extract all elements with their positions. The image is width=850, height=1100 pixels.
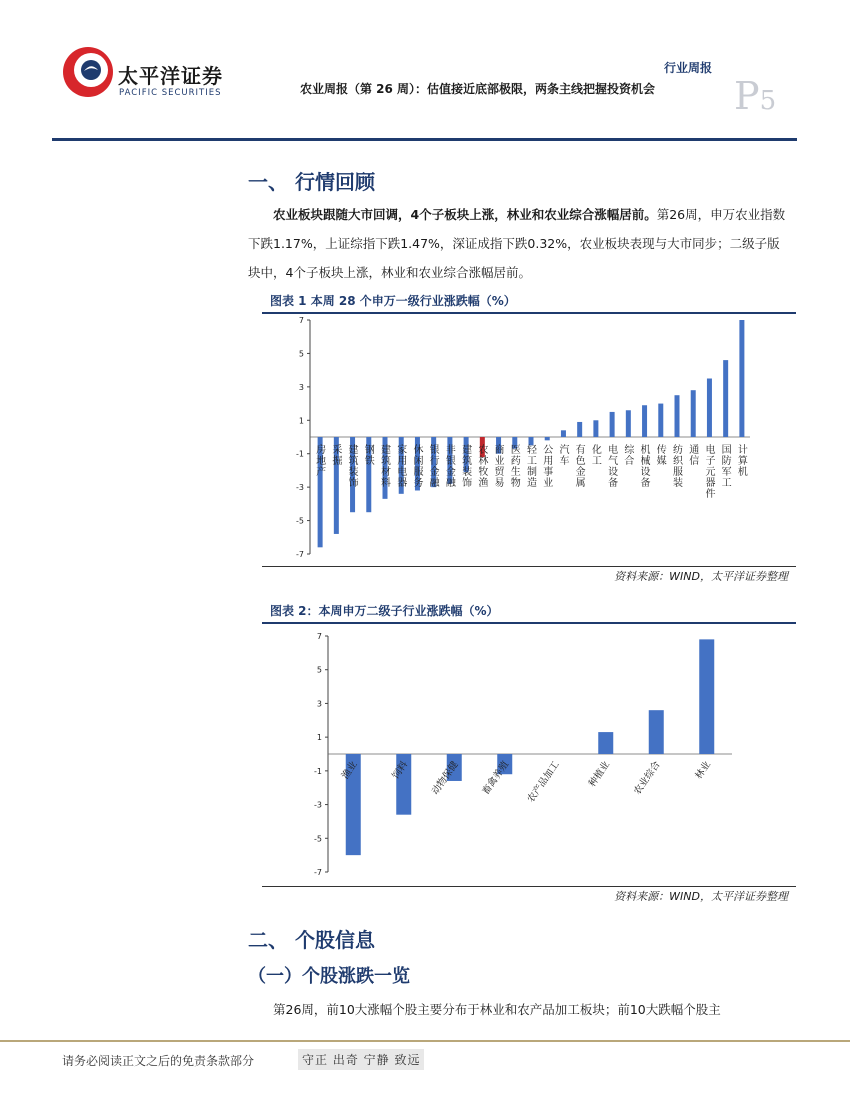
figure1-bar — [593, 420, 598, 437]
figure1-x-tick-label: 有色金属 — [575, 445, 586, 489]
figure1-x-tick-label: 家用电器 — [397, 445, 408, 489]
figure1-x-tick-label: 电气设备 — [608, 445, 619, 489]
figure2-title: 图表 2：本周申万二级子行业涨跌幅（%） — [270, 604, 499, 618]
section-heading-market-review: 一、 行情回顾 — [248, 170, 375, 194]
figure1-y-tick-label: -3 — [296, 483, 304, 493]
brand-name-en: PACIFIC SECURITIES — [119, 88, 222, 98]
report-title: 农业周报（第 26 周）：估值接近底部极限，两条主线把握投资机会 — [300, 82, 656, 96]
figure1-bar — [739, 320, 744, 437]
figure1-bar — [658, 404, 663, 437]
figure1-bar — [642, 405, 647, 437]
figure1-y-tick-label: -7 — [296, 550, 304, 559]
figure2-chart — [262, 624, 796, 886]
figure1-x-tick-label: 银行金融 — [429, 445, 440, 489]
figure1-y-tick-label: -5 — [296, 516, 304, 526]
figure1-bar — [545, 437, 550, 440]
figure1-bottom-rule — [262, 566, 796, 567]
figure1-x-tick-label: 国防军工 — [721, 445, 732, 489]
figure2-x-tick-label: 动物保健 — [429, 759, 461, 797]
figure1-chart — [262, 314, 796, 566]
figure2-y-tick-label: -1 — [314, 766, 322, 776]
figure1-bar — [723, 360, 728, 437]
figure1-x-tick-label: 轻工制造 — [527, 445, 537, 489]
figure2-x-tick-label: 畜禽养殖 — [480, 759, 512, 797]
paragraph-lead: 农业板块跟随大市回调，4个子板块上涨，林业和农业综合涨幅居前。 — [273, 207, 657, 222]
figure1-y-tick-label: 7 — [298, 316, 304, 325]
paragraph-body: 第26周，申万农业指数下跌1.17%，上证综指下跌1.47%，深证成指下跌0.32%，农业板块表现与大市同步；二级子版块中，4个子板块上涨，林业和农业综合涨幅居前。 — [248, 207, 786, 280]
figure2-y-tick-label: 3 — [316, 699, 322, 709]
brand-name-cn: 太平洋证券 — [118, 64, 223, 88]
figure1-bar — [626, 410, 631, 437]
figure2-y-tick-label: 1 — [316, 733, 322, 743]
footer-motto: 守正 出奇 宁静 致远 — [298, 1049, 424, 1070]
figure1-x-tick-label: 传媒 — [656, 445, 667, 467]
figure1-x-tick-label: 建筑装饰 — [462, 445, 473, 489]
figure2-x-tick-label: 饲料 — [390, 759, 411, 782]
stock-movers-paragraph: 第26周，前10大涨幅个股主要分布于林业和农产品加工板块；前10大跌幅个股主 — [273, 1002, 721, 1017]
figure1-title: 图表 1 本周 28 个申万一级行业涨跌幅（%） — [270, 294, 516, 308]
figure1-x-tick-label: 化工 — [591, 445, 602, 467]
figure1-x-tick-label: 综合 — [624, 445, 635, 467]
figure1-x-tick-label: 非银金融 — [445, 445, 456, 489]
figure1-x-tick-label: 钢铁 — [364, 445, 375, 467]
figure1-bar — [561, 430, 566, 437]
figure2-y-tick-label: -3 — [314, 800, 322, 810]
figure1-x-tick-label: 医药生物 — [510, 445, 521, 489]
footer-disclaimer: 请务必阅读正文之后的免责条款部分 — [62, 1054, 255, 1068]
figure2-y-tick-label: 7 — [316, 632, 322, 641]
figure1-source: 资料来源：WIND，太平洋证券整理 — [614, 570, 788, 583]
header-divider — [52, 138, 797, 141]
figure1-x-tick-label: 公用事业 — [543, 445, 554, 489]
figure1-x-tick-label: 计算机 — [737, 445, 748, 478]
figure1-x-tick-label: 休闲服务 — [413, 445, 424, 489]
figure2-x-tick-label: 渔业 — [339, 759, 360, 782]
figure1-y-tick-label: 5 — [298, 349, 304, 359]
footer-divider — [0, 1040, 850, 1042]
figure1-x-tick-label: 纺织服装 — [673, 445, 683, 489]
figure1-x-tick-label: 建筑材料 — [381, 445, 391, 489]
figure1-x-tick-label: 通信 — [689, 445, 700, 467]
figure1-bar — [577, 422, 582, 437]
figure2-source: 资料来源：WIND，太平洋证券整理 — [614, 890, 788, 903]
figure1-x-tick-label: 商业贸易 — [494, 445, 505, 489]
figure1-bar — [691, 390, 696, 437]
figure1-x-tick-label: 机械设备 — [640, 445, 651, 489]
figure1-x-tick-label: 农林牧渔 — [478, 445, 489, 489]
figure2-y-tick-label: 5 — [316, 665, 322, 675]
figure2-bar — [699, 639, 714, 754]
report-type: 行业周报 — [664, 61, 713, 75]
page-number: P5 — [734, 74, 777, 118]
figure2-x-tick-label: 农产品加工 — [525, 759, 562, 805]
figure2-bottom-rule — [262, 886, 796, 887]
section-heading-stock-info: 二、 个股信息 — [248, 928, 375, 952]
figure2-bar — [598, 732, 613, 754]
figure1-bar — [707, 379, 712, 438]
figure1-x-tick-label: 汽车 — [559, 445, 570, 467]
figure1-x-tick-label: 房地产 — [316, 445, 327, 478]
figure1-y-tick-label: 3 — [298, 382, 304, 392]
market-review-paragraph — [248, 200, 788, 287]
figure1-y-tick-label: 1 — [298, 416, 304, 426]
pacific-securities-logo-icon — [60, 44, 116, 100]
figure2-y-tick-label: -5 — [314, 834, 322, 844]
figure2-x-tick-label: 林业 — [693, 759, 714, 782]
figure2-y-tick-label: -7 — [314, 868, 322, 877]
figure2-x-tick-label: 种植业 — [586, 759, 613, 790]
figure1-x-tick-label: 建筑装饰 — [348, 445, 359, 489]
figure1-bar — [675, 395, 680, 437]
subsection-heading-stock-movers: （一）个股涨跌一览 — [248, 966, 410, 987]
figure1-x-tick-label: 采掘 — [332, 445, 343, 467]
figure1-bar — [610, 412, 615, 437]
figure2-bar — [649, 710, 664, 754]
figure2-x-tick-label: 农业综合 — [631, 759, 663, 797]
figure1-y-tick-label: -1 — [296, 449, 304, 459]
figure1-x-tick-label: 电子元器件 — [705, 445, 716, 500]
